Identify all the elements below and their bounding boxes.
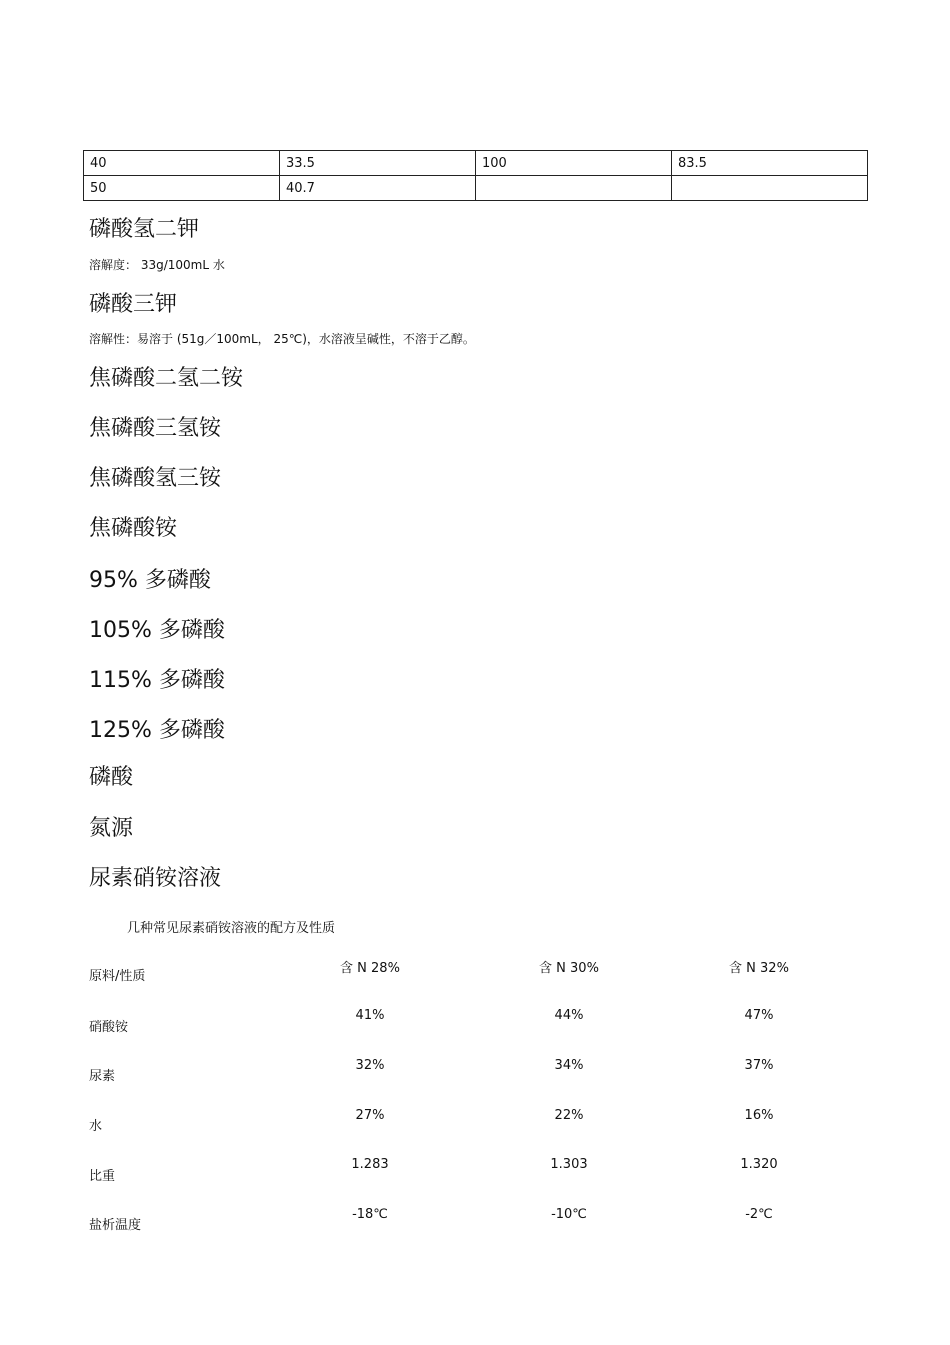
table-cell: -2℃ — [745, 1207, 773, 1222]
table-cell: 22% — [554, 1108, 584, 1123]
table-cell: 40 — [84, 151, 280, 176]
table-cell: 1.303 — [550, 1157, 588, 1172]
heading-section: 焦磷酸氢三铵 — [89, 466, 222, 491]
heading-section: 115% 多磷酸 — [89, 668, 225, 693]
table-cell: 32% — [355, 1058, 385, 1073]
column-header: 含 N 32% — [729, 961, 789, 976]
table-cell: 27% — [355, 1108, 385, 1123]
row-label: 盐析温度 — [89, 1218, 142, 1233]
k3po4-solubility-text: 溶解性：易溶于 (51g／100mL， 25℃)，水溶液呈碱性，不溶于乙醇。 — [89, 332, 475, 346]
heading-section: 磷酸 — [89, 765, 134, 790]
column-header: 含 N 30% — [539, 961, 599, 976]
column-header: 原料/性质 — [89, 969, 146, 984]
heading-section: 氮源 — [89, 816, 134, 841]
row-label: 比重 — [89, 1169, 116, 1184]
heading-section: 焦磷酸三氢铵 — [89, 416, 222, 441]
heading-section: 尿素硝铵溶液 — [89, 866, 222, 891]
table-cell: 47% — [744, 1008, 774, 1023]
table-cell: 16% — [744, 1108, 774, 1123]
table-cell: 50 — [84, 176, 280, 201]
row-label: 硝酸铵 — [89, 1020, 129, 1035]
table-cell: 1.320 — [740, 1157, 778, 1172]
row-label: 尿素 — [89, 1069, 116, 1084]
heading-k3po4: 磷酸三钾 — [89, 292, 178, 317]
row-label: 水 — [89, 1119, 103, 1134]
table-cell: -10℃ — [551, 1207, 587, 1222]
table-cell: 44% — [554, 1008, 584, 1023]
table-cell: 41% — [355, 1008, 385, 1023]
table-cell: 83.5 — [672, 151, 868, 176]
table-cell: 1.283 — [351, 1157, 389, 1172]
k2hpo4-solubility-text: 溶解度： 33g/100mL 水 — [89, 258, 225, 272]
table-cell: 34% — [554, 1058, 584, 1073]
table-caption: 几种常见尿素硝铵溶液的配方及性质 — [127, 921, 336, 936]
table-cell: 37% — [744, 1058, 774, 1073]
heading-k2hpo4: 磷酸氢二钾 — [89, 217, 200, 242]
heading-section: 95% 多磷酸 — [89, 568, 211, 593]
table-cell: 33.5 — [280, 151, 476, 176]
table-cell — [672, 176, 868, 201]
table-cell: 100 — [476, 151, 672, 176]
heading-section: 焦磷酸二氢二铵 — [89, 366, 244, 391]
heading-section: 125% 多磷酸 — [89, 718, 225, 743]
heading-section: 105% 多磷酸 — [89, 618, 225, 643]
solubility-table — [83, 150, 868, 201]
table-cell — [476, 176, 672, 201]
table-row — [84, 151, 868, 176]
table-cell: -18℃ — [352, 1207, 388, 1222]
table-row — [84, 176, 868, 201]
heading-section: 焦磷酸铵 — [89, 516, 178, 541]
table-cell: 40.7 — [280, 176, 476, 201]
column-header: 含 N 28% — [340, 961, 400, 976]
